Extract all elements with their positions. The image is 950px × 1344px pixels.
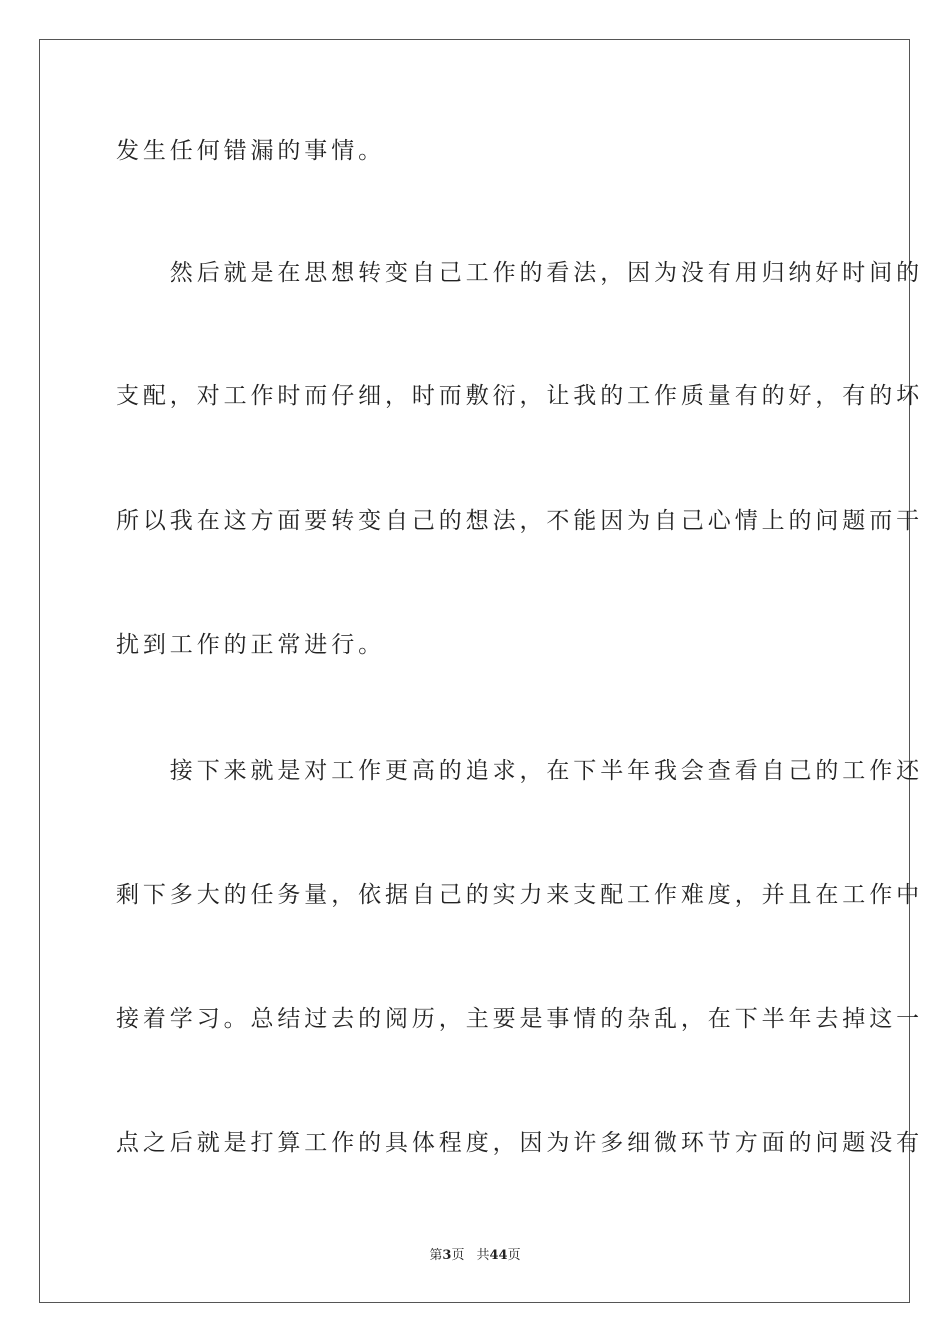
text-line: 扰到工作的正常进行。 <box>116 632 385 658</box>
total-prefix: 共 <box>476 1248 490 1263</box>
page-footer <box>0 1247 950 1265</box>
text-line: 点之后就是打算工作的具体程度，因为许多细微环节方面的问题没有 <box>116 1130 923 1156</box>
text-line: 发生任何错漏的事情。 <box>116 138 385 164</box>
text-line: 然后就是在思想转变自己工作的看法，因为没有用归纳好时间的 <box>116 260 923 286</box>
text-line: 所以我在这方面要转变自己的想法，不能因为自己心情上的问题而干 <box>116 508 923 534</box>
page-border <box>39 39 923 1303</box>
page-suffix: 页 <box>451 1248 465 1263</box>
total-suffix: 页 <box>507 1248 521 1263</box>
page-prefix: 第 <box>429 1248 443 1263</box>
text-line: 接下来就是对工作更高的追求，在下半年我会查看自己的工作还 <box>116 758 923 784</box>
text-line: 接着学习。总结过去的阅历，主要是事情的杂乱，在下半年去掉这一 <box>116 1006 923 1032</box>
page-number: 3 <box>442 1248 452 1263</box>
text-line: 剩下多大的任务量，依据自己的实力来支配工作难度，并且在工作中 <box>116 882 923 908</box>
total-pages: 44 <box>489 1248 508 1263</box>
text-line: 支配，对工作时而仔细，时而敷衍，让我的工作质量有的好，有的坏 <box>116 383 923 409</box>
